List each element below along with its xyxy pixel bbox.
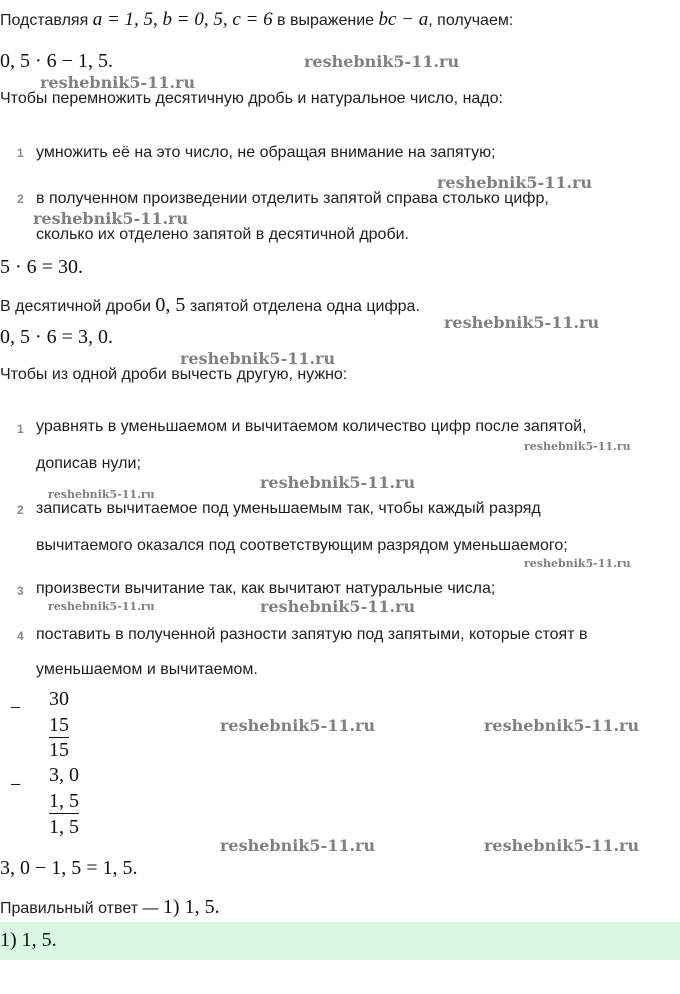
watermark: reshebnik5-11.ru: [220, 716, 376, 735]
correct-answer-value: 1) 1, 5.: [162, 896, 220, 918]
column-2-subtrahend: 1, 5: [49, 790, 79, 812]
calc-line-1: 5 · 6 = 30.: [0, 256, 83, 278]
intro-prefix: Подставляя: [0, 12, 89, 29]
sub-step-text-continued: вычитаемого оказался под соответствующим разрядом уменьшаемого;: [36, 537, 568, 554]
watermark: reshebnik5-11.ru: [524, 557, 631, 570]
mult-step-number: 1: [17, 146, 24, 160]
sub-step-text-continued: уменьшаемом и вычитаемом.: [36, 661, 258, 678]
decimal-note: [0, 294, 420, 317]
final-answer-band: [0, 922, 680, 960]
mult-step-text: в полученном произведении отделить запятой справа столько цифр,: [36, 190, 549, 207]
watermark: reshebnik5-11.ru: [260, 597, 416, 616]
watermark: reshebnik5-11.ru: [304, 52, 460, 71]
watermark: reshebnik5-11.ru: [437, 173, 593, 192]
final-answer: 1) 1, 5.: [0, 929, 57, 951]
watermark: reshebnik5-11.ru: [524, 440, 631, 453]
decimal-note-prefix: В десятичной дроби: [0, 298, 151, 315]
column-1-subtrahend: 15: [49, 714, 69, 736]
watermark: reshebnik5-11.ru: [33, 209, 189, 228]
sub-step-number: 2: [17, 503, 24, 517]
mult-step-text: умножить её на это число, не обращая внимание на запятую;: [36, 144, 496, 161]
mult-step-text-continued: сколько их отделено запятой в десятичной дроби.: [36, 226, 409, 243]
column-1-minuend: 30: [49, 688, 69, 710]
column-1-minus-sign: −: [10, 697, 22, 719]
intro-expression: bc − a: [378, 9, 429, 30]
intro-line: [0, 9, 513, 31]
sub-step-number: 4: [17, 629, 24, 643]
calc-line-3: 3, 0 − 1, 5 = 1, 5.: [0, 857, 138, 879]
sub-step-text: поставить в полученной разности запятую под запятыми, которые стоят в: [36, 626, 588, 643]
sub-step-text-continued: дописав нули;: [36, 455, 141, 472]
column-2-minuend: 3, 0: [49, 764, 79, 786]
watermark: reshebnik5-11.ru: [484, 836, 640, 855]
decimal-note-value: 0, 5: [155, 294, 186, 316]
intro-substitution: a = 1, 5, b = 0, 5, c = 6: [92, 9, 273, 30]
expression-line: 0, 5 · 6 − 1, 5.: [0, 50, 113, 72]
intro-suffix: , получаем:: [428, 12, 514, 29]
sub-step-text: уравнять в уменьшаемом и вычитаемом количество цифр после запятой,: [36, 418, 587, 435]
watermark: reshebnik5-11.ru: [48, 488, 155, 501]
sub-rule-intro: Чтобы из одной дроби вычесть другую, нужно:: [0, 366, 348, 383]
watermark: reshebnik5-11.ru: [220, 836, 376, 855]
correct-answer-prefix: Правильный ответ —: [0, 900, 159, 917]
mult-rule-intro: Чтобы перемножить десятичную дробь и натуральное число, надо:: [0, 90, 503, 107]
sub-step-number: 3: [17, 584, 24, 598]
watermark: reshebnik5-11.ru: [48, 600, 155, 613]
watermark: reshebnik5-11.ru: [40, 73, 196, 92]
calc-line-2: 0, 5 · 6 = 3, 0.: [0, 326, 113, 348]
watermark: reshebnik5-11.ru: [180, 349, 336, 368]
watermark: reshebnik5-11.ru: [484, 716, 640, 735]
correct-answer-line: [0, 896, 220, 919]
decimal-note-suffix: запятой отделена одна цифра.: [189, 298, 420, 315]
watermark: reshebnik5-11.ru: [260, 473, 416, 492]
mult-step-number: 2: [17, 192, 24, 206]
intro-middle: в выражение: [277, 12, 375, 29]
watermark: reshebnik5-11.ru: [444, 313, 600, 332]
column-2-minus-sign: −: [10, 774, 22, 796]
column-1-result: 15: [49, 739, 69, 761]
sub-step-number: 1: [17, 422, 24, 436]
sub-step-text: записать вычитаемое под уменьшаемым так, чтобы каждый разряд: [36, 500, 541, 517]
sub-step-text: произвести вычитание так, как вычитают натуральные числа;: [36, 580, 496, 597]
column-2-result: 1, 5: [49, 816, 79, 838]
